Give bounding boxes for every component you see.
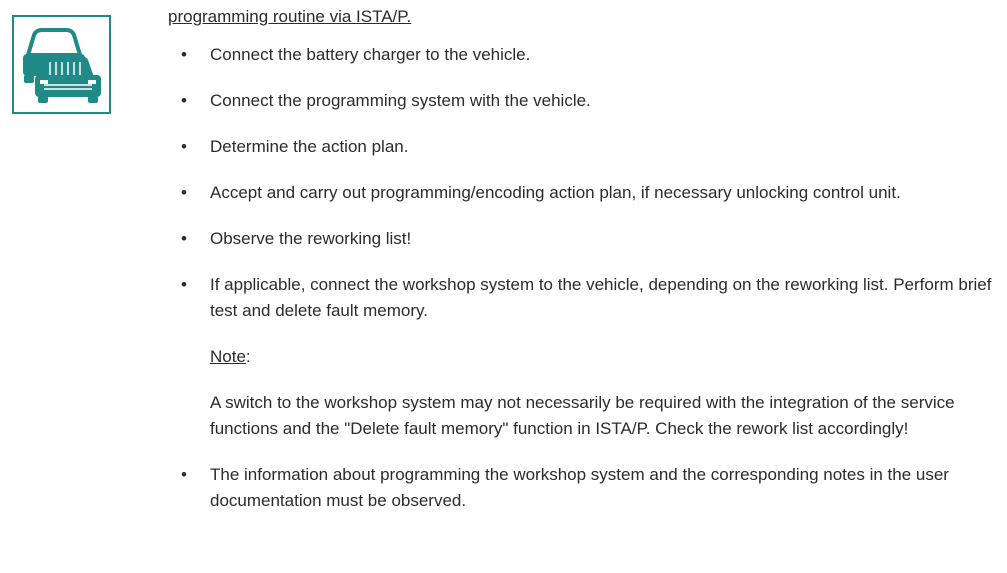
vehicle-programming-icon (12, 15, 111, 114)
note-title (210, 344, 998, 370)
list-item (168, 180, 998, 206)
list-item (168, 272, 998, 442)
note-text: A switch to the workshop system may not necessarily be required with the integration of the service functions and the "Delete fault memory" function in ISTA/P. Check the rework list accordingly! (210, 393, 955, 438)
step-text: Accept and carry out programming/encoding action plan, if necessary unlocking control unit. (210, 183, 901, 202)
list-item (168, 42, 998, 68)
step-text: The information about programming the workshop system and the corresponding notes in the user documentation must be observed. (210, 465, 949, 510)
note-colon: : (245, 347, 251, 366)
list-item (168, 134, 998, 160)
programming-routine-link[interactable]: programming routine via ISTA/P. (168, 7, 412, 26)
bullet: • (181, 465, 187, 484)
list-item (168, 226, 998, 252)
bullet: • (181, 91, 187, 110)
bullet: • (181, 183, 187, 202)
step-text: Observe the reworking list! (210, 229, 412, 248)
instructions-content (168, 6, 998, 534)
list-item (168, 88, 998, 114)
step-text: If applicable, connect the workshop system to the vehicle, depending on the reworking list. Perform brief test and delete fault memory. (210, 275, 992, 320)
bullet: • (181, 275, 187, 294)
step-text: Connect the battery charger to the vehicle. (210, 45, 531, 64)
note-label: Note (210, 347, 246, 366)
bullet: • (181, 229, 187, 248)
steps-list (168, 42, 998, 514)
step-text: Connect the programming system with the vehicle. (210, 91, 591, 110)
step-text: Determine the action plan. (210, 137, 409, 156)
bullet: • (181, 45, 187, 64)
bullet: • (181, 137, 187, 156)
list-item (168, 462, 998, 514)
